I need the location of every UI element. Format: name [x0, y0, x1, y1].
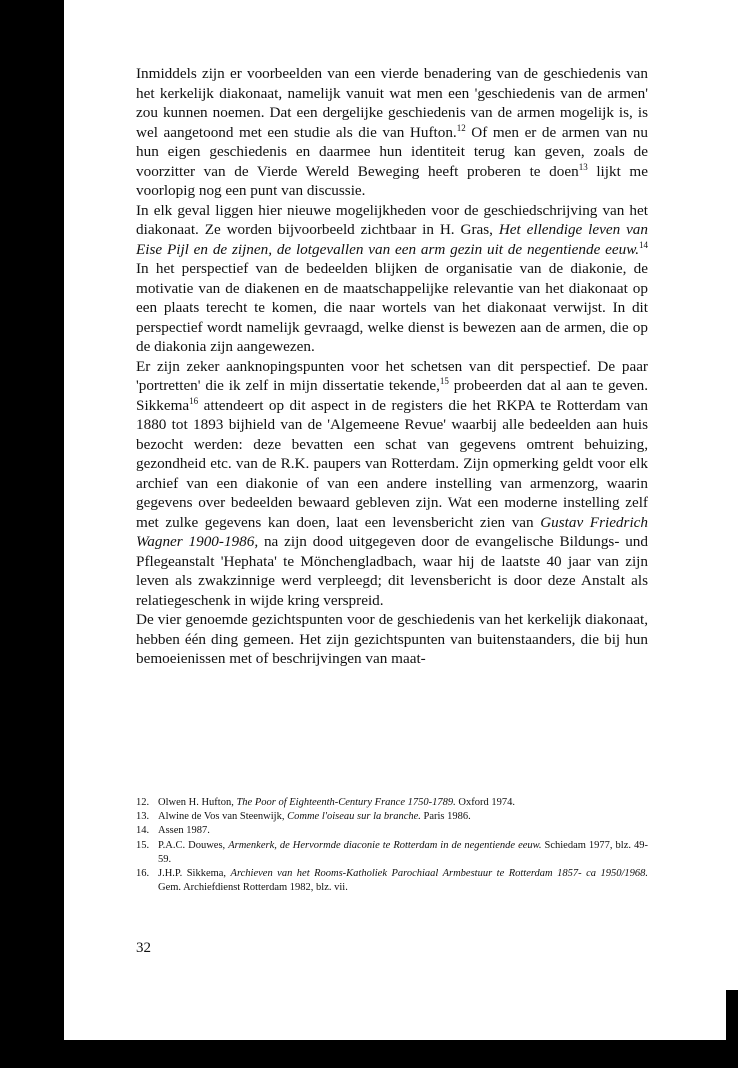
- scan-border-right: [726, 990, 738, 1068]
- italic-text: Gustav Friedrich Wagner 1900-1986,: [136, 513, 648, 550]
- text-run: Alwine de Vos van Steenwijk,: [158, 811, 288, 823]
- text-run: In elk geval liggen hier nieuwe mogelijkheden voor de geschiedschrijving van het diakonaat. Ze worden bijvoorbeeld zichtbaar in H. Gras,: [136, 201, 648, 238]
- paragraph-3: [136, 357, 648, 611]
- footnote: [136, 810, 648, 824]
- italic-text: Het ellendige leven van Eise Pijl en de zijnen, de lotgevallen van een arm gezin uit de negentiende eeuw.: [136, 221, 648, 258]
- scan-border-bottom: [0, 1040, 738, 1068]
- italic-text: Comme l'oiseau sur la branche.: [287, 811, 421, 823]
- text-run: lijkt me voorlopig nog een punt van discussie.: [136, 162, 648, 199]
- text-run: Inmiddels zijn er voorbeelden van een vierde benadering van de geschiedenis van het kerkelijk diakonaat, namelijk vanuit wat men een 'geschiedenis van de armen' zou kunnen noemen. Dat een dergelijke geschiedenis van de armen mogelijk is, is wel aangetoond met een studie als die van Hufton.: [136, 65, 648, 141]
- text-run: Olwen H. Hufton,: [158, 797, 237, 808]
- paragraph-4: [136, 610, 648, 669]
- paragraph-2: [136, 201, 648, 357]
- italic-text: The Poor of Eighteenth-Century France 1750-1789.: [236, 797, 456, 808]
- page-number: 32: [136, 940, 151, 956]
- text-run: De vier genoemde gezichtspunten voor de geschiedenis van het kerkelijk diakonaat, hebben één ding gemeen. Het zijn gezichtspunten van buitenstaanders, die bij hun bemoeienissen met of beschrijvingen van maat-: [136, 611, 648, 667]
- text-run: In het perspectief van de bedeelden blijken de organisatie van de diakonie, de motivatie van de diakenen en de maatschappelijke relevantie van het diakonaat op een plaats terecht te komen, die naar wortels van het diakonaat verwijst. In dit perspectief wordt namelijk gevraagd, welke dienst is bewezen aan de armen, die op de diakonia zijn aangewezen.: [136, 260, 648, 355]
- footnote-number: 13.: [136, 811, 150, 823]
- text-run: Er zijn zeker aanknopingspunten voor het schetsen van dit perspectief. De paar 'portretten' die ik zelf in mijn dissertatie tekende,: [136, 357, 648, 394]
- footnote-ref: 13: [578, 161, 588, 172]
- footnote-text: [158, 810, 648, 824]
- text-run: Gem. Archiefdienst Rotterdam 1982, blz. vii.: [158, 882, 348, 894]
- footnote-number: 15.: [136, 839, 150, 851]
- footnote-text: [158, 796, 648, 810]
- footnote-number: 16.: [136, 868, 150, 880]
- text-run: probeerden dat al aan te geven. Sikkema: [136, 377, 649, 414]
- footnote-number: 12.: [136, 797, 150, 808]
- text-run: Of men er de armen van nu hun eigen geschiedenis en daarmee hun identiteit terug kan geven, zoals de voorzitter van de Vierde Wereld Beweging heeft proberen te doen: [136, 123, 648, 180]
- text-run: na zijn dood uitgegeven door de evangelische Bildungs- und Pflegeanstalt 'Hephata' te Mönchengladbach, waar hij de laatste 40 jaar van zijn leven als zwakzinnige werd verpleegd; dit levensbericht is door deze Anstalt als relatiegeschenk in wijde kring verspreid.: [136, 533, 648, 609]
- footnote-ref: 12: [456, 122, 466, 133]
- text-run: Paris 1986.: [420, 811, 471, 823]
- footnote-text: [158, 839, 648, 867]
- text-run: Oxford 1974.: [455, 797, 515, 808]
- footnote-text: [158, 824, 648, 838]
- footnote-number: 14.: [136, 825, 150, 837]
- footnote-ref: 15: [439, 375, 449, 386]
- footnote: [136, 796, 648, 810]
- footnote: [136, 867, 648, 895]
- italic-text: Archieven van het Rooms-Katholiek Parochiaal Armbestuur te Rotterdam 1857- ca 1950/1968.: [230, 868, 648, 880]
- text-run: attendeert op dit aspect in de registers die het RKPA te Rotterdam van 1880 tot 1893 bijhield van de 'Algemeene Revue' waarbij alle bedeelden aan huis bezocht werden: deze bevatten een schat van gegevens omtrent behuizing, gezondheid etc. van de R.K. paupers van Rotterdam. Zijn opmerking geldt voor elk archief van een diakonie of van een andere instelling van armenzorg, waarin gegevens over bedeelden bewaard gebleven zijn. Wat een moderne instelling zelf met zulke gegevens kan doen, laat een levensbericht zien van: [136, 396, 648, 531]
- footnote-ref: 16: [189, 395, 199, 406]
- footnote: [136, 824, 648, 838]
- text-run: J.H.P. Sikkema,: [158, 868, 231, 880]
- text-run: Assen 1987.: [158, 825, 210, 837]
- paragraph-1: [136, 64, 648, 201]
- body-text: [136, 64, 648, 669]
- italic-text: Armenkerk, de Hervormde diaconie te Rotterdam in de negentiende eeuw.: [228, 839, 542, 851]
- footnotes: [136, 796, 648, 895]
- footnote-ref: 14: [639, 239, 648, 250]
- footnote: [136, 839, 648, 867]
- text-run: Schiedam 1977, blz. 49-59.: [158, 839, 648, 865]
- scan-border-left: [0, 0, 64, 1068]
- footnote-text: [158, 867, 648, 895]
- text-run: P.A.C. Douwes,: [158, 839, 229, 851]
